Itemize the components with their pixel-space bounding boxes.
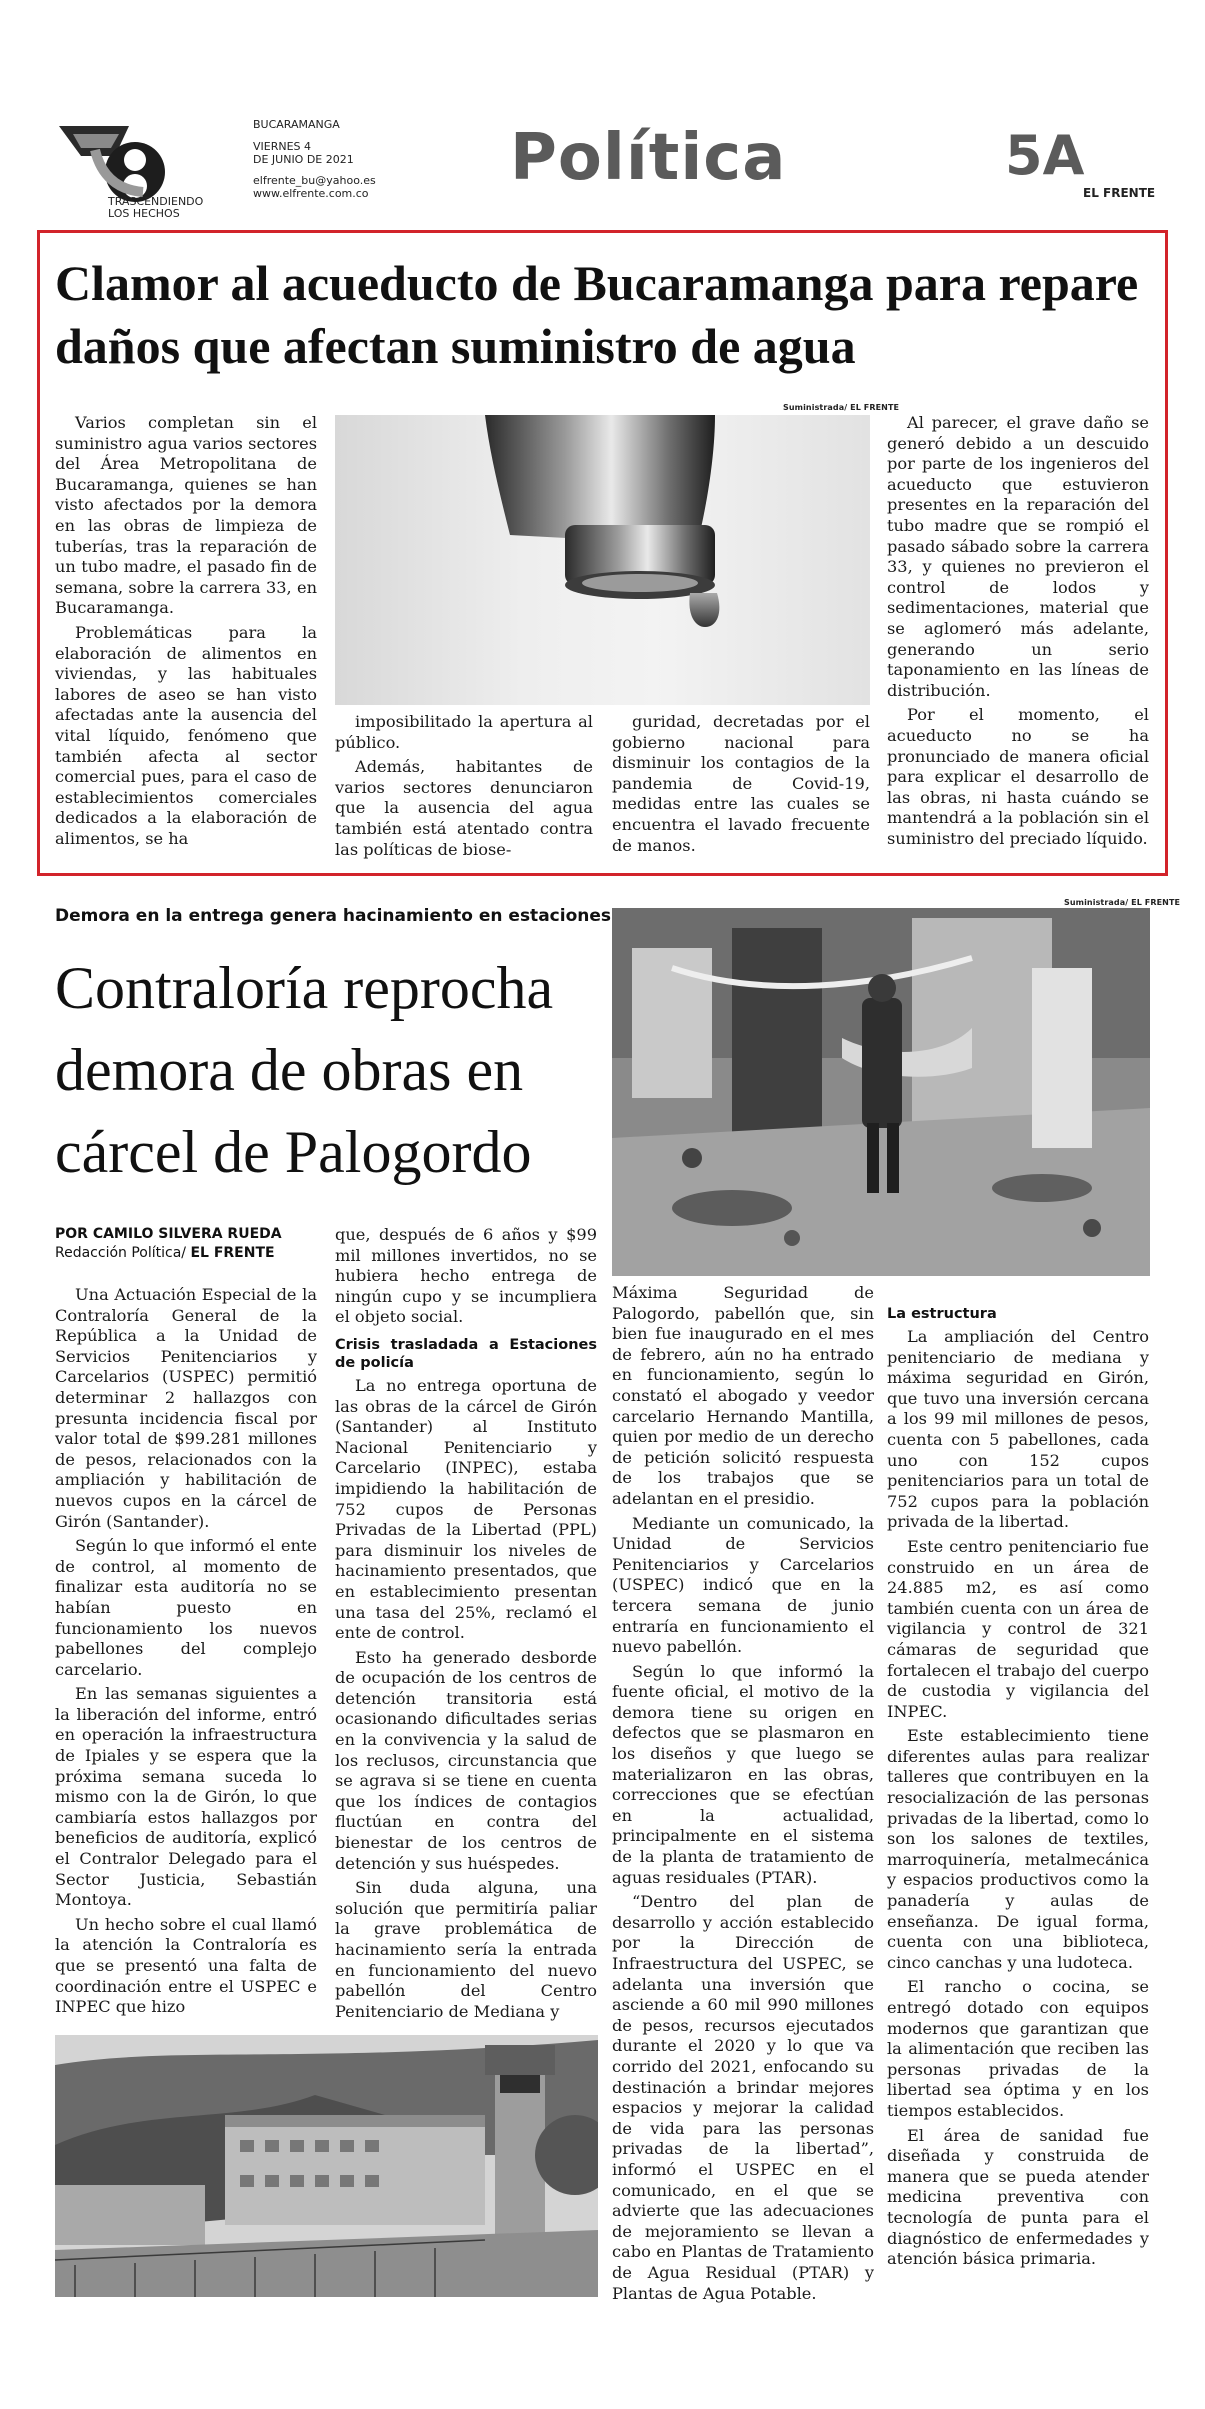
article-water-col-3 xyxy=(612,712,870,856)
paragraph: imposibilitado la apertura al público. xyxy=(335,712,593,752)
edition-date-line-2: DE JUNIO DE 2021 xyxy=(253,153,354,166)
section-title: Política xyxy=(510,121,787,195)
paragraph: Esto ha generado desborde de ocupación de los centros de detención transitoria está ocasionando dificultades serias en la convivencia y la salud de los reclusos, circunstancia que se agrava si se tiene en cuenta que los índices de contagios fluctúan en contra del bienestar de los centros de detención y sus huéspedes. xyxy=(335,1647,597,1873)
edition-date-line-1: VIERNES 4 xyxy=(253,140,312,153)
paragraph: La no entrega oportuna de las obras de la cárcel de Girón (Santander) al Instituto Nacional Penitenciario y Carcelario (INPEC), estaba impidiendo la habilitación de 752 cupos de Personas Privadas de la Libertad (PPL) para disminuir los niveles de hacinamiento presentados, que en establecimiento presentan una tasa del 25%, reclamó el ente de control. xyxy=(335,1375,597,1643)
prison-building-icon xyxy=(55,2035,598,2297)
paragraph: Además, habitantes de varios sectores denunciaron que la ausencia del agua también está atentado contra las políticas de biose- xyxy=(335,757,593,859)
paragraph: Según lo que informó el ente de control, al momento de finalizar esta auditoría no se habían puesto en funcionamiento los nuevos pabellones del complejo carcelario. xyxy=(55,1536,317,1679)
article-prison-col-1 xyxy=(55,1285,317,2018)
byline-desk: Redacción Política/ EL FRENTE xyxy=(55,1245,275,1261)
water-photo-credit: Suministrada/ EL FRENTE xyxy=(783,403,900,412)
prison-photo-credit: Suministrada/ EL FRENTE xyxy=(1064,898,1181,907)
prison-interior-photo xyxy=(612,908,1150,1276)
paragraph: Por el momento, el acueducto no se ha pronunciado de manera oficial para explicar el desarrollo de las obras, ni hasta cuándo se mantendrá a la población sin el suministro del preciado líquido. xyxy=(887,705,1149,848)
paragraph: Este centro penitenciario fue construido en un área de 24.885 m2, es así como también cuenta con un área de vigilancia y control de 321 cámaras de seguridad que fortalecen el trabajo del cuerpo de custodia y vigilancia del INPEC. xyxy=(887,1536,1149,1721)
paragraph: El rancho o cocina, se entregó dotado con equipos modernos que garantizan que la alimentación que reciben las personas privadas de la libertad sea óptima y en los tiempos establecidos. xyxy=(887,1977,1149,2120)
contact-email: elfrente_bu@yahoo.es xyxy=(253,174,376,187)
paragraph: guridad, decretadas por el gobierno nacional para disminuir los contagios de la pandemia de Covid-19, medidas entre las cuales se encuentra el lavado frecuente de manos. xyxy=(612,712,870,855)
paragraph: En las semanas siguientes a la liberación del informe, entró en operación la infraestructura de Ipiales y se espera que la próxima semana suceda lo mismo con la de Girón, lo que cambiaría estos hallazgos por beneficios de auditoría, explicó el Contralor Delegado para el Sector Justicia, Sebastián Montoya. xyxy=(55,1684,317,1910)
faucet-icon xyxy=(335,415,870,705)
paragraph: Máxima Seguridad de Palogordo, pabellón que, sin bien fue inaugurado en el mes de febrero, aún no ha entrado en funcionamiento, según lo constató el abogado y veedor carcelario Hernando Mantilla, quien por medio de un derecho de petición solicitó respuesta de los trabajos que se adelantan en el presidio. xyxy=(612,1283,874,1508)
byline-author: POR CAMILO SILVERA RUEDA xyxy=(55,1226,282,1242)
paragraph: Mediante un comunicado, la Unidad de Servicios Penitenciarios y Carcelarios (USPEC) indicó que en la tercera semana de junio entraría en funcionamiento el nuevo pabellón. xyxy=(612,1513,874,1657)
faucet-photo xyxy=(335,415,870,705)
article-water-col-1 xyxy=(55,413,317,849)
subheading-structure: La estructura xyxy=(887,1306,997,1322)
prison-cell-icon xyxy=(612,908,1150,1276)
prison-exterior-photo xyxy=(55,2035,598,2297)
paragraph: Sin duda alguna, una solución que permitiría paliar la grave problemática de hacinamiento sería la entrada en funcionamiento del nuevo pabellón del Centro Penitenciario de Mediana y xyxy=(335,1878,597,2021)
article-prison-headline: Contraloría reprocha demora de obras en cárcel de Palogordo xyxy=(55,955,554,1185)
article-water-headline: Clamor al acueducto de Bucaramanga para repare daños que afectan suministro de agua xyxy=(55,255,1139,374)
edition-city: BUCARAMANGA xyxy=(253,118,340,131)
article-prison-col-3 xyxy=(612,1283,874,2304)
paragraph: Este establecimiento tiene diferentes aulas para realizar talleres que contribuyen en la resocialización de las personas privadas de la libertad, como lo son los salones de textiles, marroquinería, metalmecánica y espacios productivos como la panadería y aulas de enseñanza. De igual forma, cuenta con una biblioteca, cinco canchas y una ludoteca. xyxy=(887,1726,1149,1972)
article-water-col-2 xyxy=(335,712,593,860)
logo-tagline: TRASCENDIENDO LOS HECHOS xyxy=(108,195,204,220)
edition-info xyxy=(253,118,376,200)
paragraph: La ampliación del Centro penitenciario de mediana y máxima seguridad en Girón, que tuvo una inversión cercana a los 99 mil millones de pesos, cuenta con 5 pabellones, cada uno con 152 cupos penitenciarios para un total de 752 cupos para la población privada de la libertad. xyxy=(887,1327,1149,1532)
paragraph: “Dentro del plan de desarrollo y acción establecido por la Dirección de Infraestructura del USPEC, se adelanta una inversión que asciende a 60 mil 990 millones de pesos, recursos ejecutados durante el 2020 y lo que va corrido del 2021, enfocando su destinación a brindar mejores espacios y mejorar la calidad de vida para las personas privadas de la libertad”, informó el USPEC en el comunicado, en el que se advierte que las adecuaciones de mejoramiento se llevan a cabo en Plantas de Tratamiento de Agua Residual (PTAR) y Plantas de Agua Potable. xyxy=(612,1892,874,2303)
website: www.elfrente.com.co xyxy=(253,187,369,200)
article-prison-col-4 xyxy=(887,1283,1149,2270)
article-water-col-4 xyxy=(887,413,1149,849)
page-number: 5A xyxy=(1005,124,1085,187)
paragraph: que, después de 6 años y $99 mil millones invertidos, no se hubiera hecho entrega de ningún cupo y se incumpliera el objeto social. xyxy=(335,1225,597,1327)
paragraph: Problemáticas para la elaboración de alimentos en viviendas, y las habituales labores de aseo se han visto afectadas ante la ausencia del vital líquido, fenómeno que también afecta al sector comercial pues, para el caso de establecimientos comerciales dedicados a la elaboración de alimentos, se ha xyxy=(55,622,317,848)
masthead xyxy=(0,0,1205,225)
article-prison-col-2 xyxy=(335,1225,597,2022)
paragraph: Un hecho sobre el cual llamó la atención la Contraloría es que se presentó una falta de coordinación entre el USPEC e INPEC que hizo xyxy=(55,1914,317,2017)
paragraph: El área de sanidad fue diseñada y construida de manera que se pueda atender medicina preventiva con tecnología de punta para el diagnóstico de enfermedades y atención básica primaria. xyxy=(887,2125,1149,2269)
brand-label: EL FRENTE xyxy=(1083,186,1156,200)
paragraph: Varios completan sin el suministro agua varios sectores del Área Metropolitana de Bucaramanga, quienes se han visto afectados por la demora en las obras de limpieza de tuberías, tras la reparación de un tubo madre, el pasado fin de semana, sobre la carrera 33, en Bucaramanga. xyxy=(55,413,317,618)
paragraph: Al parecer, el grave daño se generó debido a un descuido por parte de los ingenieros del acueducto que estuvieron presentes en la reparación del tubo madre que se rompió el pasado sábado sobre la carrera 33, y quienes no previeron el control de lodos y sedimentaciones, material que se aglomeró más adelante, generando un serio taponamiento en las líneas de distribución. xyxy=(887,413,1149,700)
article-prison-kicker: Demora en la entrega genera hacinamiento en estaciones xyxy=(55,906,611,926)
paragraph: Una Actuación Especial de la Contraloría General de la República a la Unidad de Servicios Penitenciarios y Carcelarios (USPEC) permitió determinar 2 hallazgos con presunta incidencia fiscal por valor total de $99.281 millones de pesos, relacionados con la ampliación y habilitación de nuevos cupos en la cárcel de Girón (Santander). xyxy=(55,1285,317,1531)
paragraph: Según lo que informó la fuente oficial, el motivo de la demora tiene su origen en defectos que se plasmaron en los diseños y que luego se materializaron en las obras, correcciones que se efectúan en la actualidad, principalmente en el sistema de la planta de tratamiento de aguas residuales (PTAR). xyxy=(612,1661,874,1887)
subheading-crisis: Crisis trasladada a Estaciones de policía xyxy=(335,1336,597,1371)
article-prison-byline xyxy=(55,1225,282,1263)
